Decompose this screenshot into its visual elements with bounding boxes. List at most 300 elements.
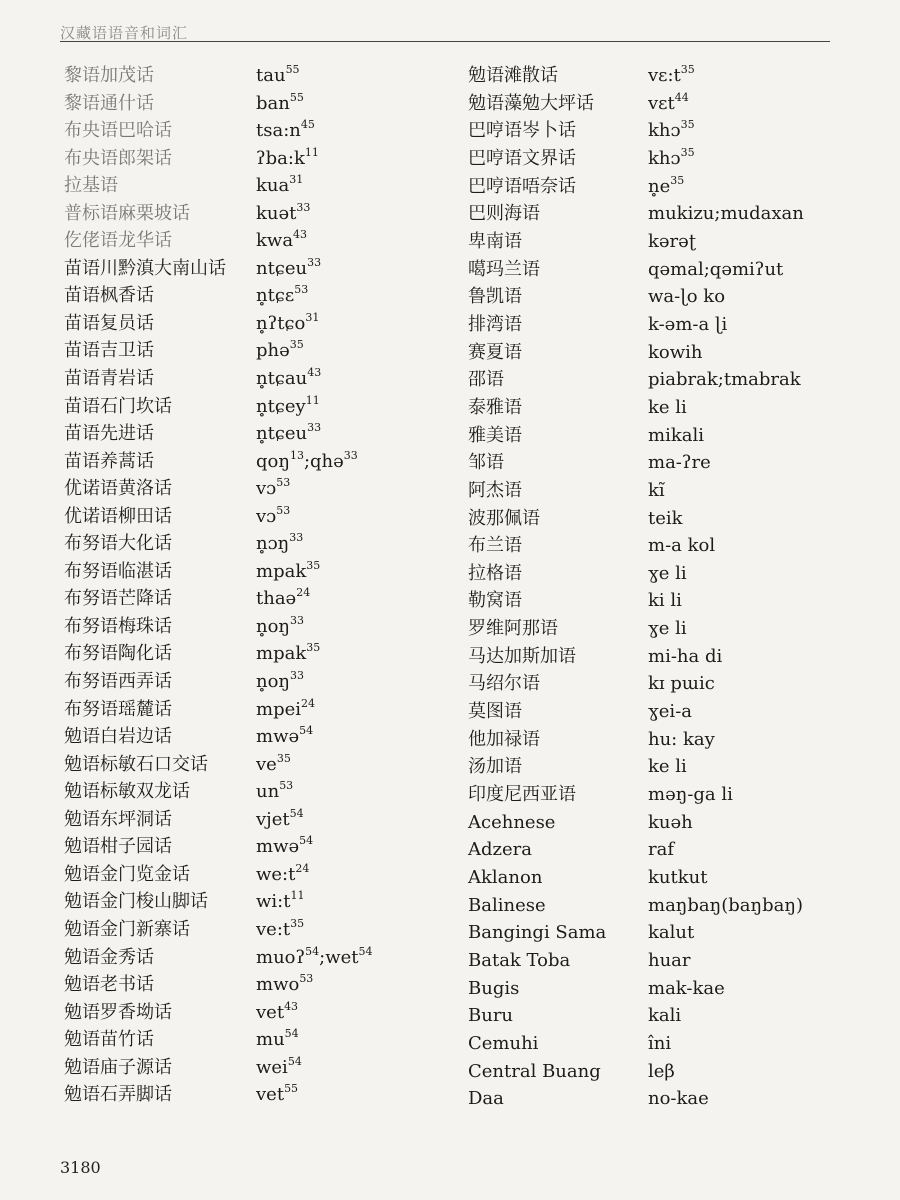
tone-superscript: 24 <box>301 696 315 710</box>
entry-row <box>468 145 838 173</box>
word-form <box>256 778 293 806</box>
tone-superscript: 35 <box>680 145 695 159</box>
form-text: leβ <box>648 1060 675 1082</box>
word-form <box>256 200 310 228</box>
entry-row <box>64 1081 434 1109</box>
language-name: 布努语瑶麓话 <box>64 698 172 720</box>
form-text: vɛ:t <box>648 65 681 86</box>
language-name: 勉语金门新寨话 <box>64 918 190 940</box>
language-name: Bugis <box>468 977 520 999</box>
language-name: 仡佬语龙华话 <box>64 230 172 252</box>
word-form <box>648 892 803 920</box>
form-text: kĩ <box>648 479 665 501</box>
entry-row <box>468 615 838 643</box>
form-text-2: ;wet <box>319 946 359 968</box>
form-text: ʔba:k <box>256 147 305 169</box>
form-text: kɪ pɯic <box>648 673 715 695</box>
word-form <box>648 311 727 339</box>
form-text: ɣe li <box>648 618 687 640</box>
entry-row <box>468 560 838 588</box>
entry-row <box>468 90 838 118</box>
entry-row <box>468 505 838 533</box>
language-name: 苗语吉卫话 <box>64 340 154 362</box>
form-text: teik <box>648 507 683 529</box>
entry-row <box>64 227 434 255</box>
language-name: 普标语麻栗坡话 <box>64 202 190 224</box>
word-form <box>256 310 319 338</box>
word-form <box>648 532 715 560</box>
language-name: 拉格语 <box>468 562 522 584</box>
language-name: 苗语石门坎话 <box>64 395 172 417</box>
word-form <box>648 947 691 975</box>
form-text: n̥oŋ <box>256 615 291 637</box>
language-name: 马达加斯加语 <box>468 645 576 667</box>
language-name: 优诺语黄洛话 <box>64 478 172 500</box>
language-name: Buru <box>468 1005 514 1027</box>
form-text: ban <box>256 92 290 114</box>
tone-superscript: 35 <box>306 558 321 572</box>
entry-row <box>468 836 838 864</box>
entry-row <box>64 145 434 173</box>
language-name: 排湾语 <box>468 313 522 335</box>
language-name: 他加禄语 <box>468 728 540 750</box>
word-form <box>256 723 313 751</box>
word-form <box>256 90 304 118</box>
word-form <box>256 117 315 145</box>
form-text: mpei <box>256 698 301 720</box>
form-text: hu: kay <box>648 728 715 750</box>
word-form <box>256 696 315 724</box>
language-name: 布努语临湛话 <box>64 560 172 582</box>
word-form <box>256 613 304 641</box>
word-form <box>648 90 689 118</box>
entry-row <box>468 339 838 367</box>
form-text: phə <box>256 340 290 362</box>
language-name: Aklanon <box>468 867 543 889</box>
form-text: ve:t <box>256 918 291 940</box>
form-text-2: ;qhə <box>303 450 344 472</box>
word-form <box>256 668 304 696</box>
form-text: khɔ <box>648 120 681 142</box>
language-name: 罗维阿那语 <box>468 618 558 640</box>
form-text: mi-ha di <box>648 645 723 667</box>
form-text: ntɕeu <box>256 257 308 279</box>
word-form <box>256 558 320 586</box>
entry-row <box>64 999 434 1027</box>
form-text: no-kae <box>648 1088 709 1110</box>
word-form <box>648 283 725 311</box>
word-form <box>648 919 694 947</box>
word-form <box>256 365 321 393</box>
language-name: 苗语枫香话 <box>64 285 154 307</box>
entry-row <box>64 888 434 916</box>
tone-superscript: 54 <box>289 806 304 820</box>
form-text: vɔ <box>256 478 277 500</box>
language-name: 勉语滩散话 <box>468 65 558 86</box>
language-name: 勉语标敏石口交话 <box>64 753 208 775</box>
form-text: kowih <box>648 341 703 363</box>
word-form <box>648 505 683 533</box>
form-text: vet <box>256 1001 285 1023</box>
language-name: Cemuhi <box>468 1032 539 1054</box>
entry-row <box>64 365 434 393</box>
entry-row <box>468 670 838 698</box>
form-text: qoŋ <box>256 450 290 472</box>
language-name: 雅美语 <box>468 424 522 446</box>
language-name: 布努语梅珠话 <box>64 615 172 637</box>
language-name: 布努语西弄话 <box>64 671 172 693</box>
entry-row <box>468 809 838 837</box>
entry-row <box>468 366 838 394</box>
word-form <box>648 726 715 754</box>
word-form <box>648 145 695 173</box>
word-form <box>648 864 707 892</box>
language-name: Bangingi Sama <box>468 922 607 944</box>
entry-row <box>64 310 434 338</box>
language-name: 巴哼语岑卜话 <box>468 120 576 142</box>
entry-row <box>64 916 434 944</box>
language-name: 勉语金秀话 <box>64 946 154 968</box>
language-name: Balinese <box>468 894 546 916</box>
form-text: tau <box>256 65 286 86</box>
entry-row <box>64 200 434 228</box>
word-form <box>256 833 313 861</box>
word-form <box>648 615 687 643</box>
form-text: vɔ <box>256 505 277 527</box>
tone-superscript: 53 <box>276 503 291 517</box>
form-text: mukizu;mudaxan <box>648 203 804 225</box>
word-form <box>256 585 310 613</box>
language-name: 勒窝语 <box>468 590 522 612</box>
entry-row <box>64 613 434 641</box>
entry-row <box>468 1058 838 1086</box>
entry-row <box>468 864 838 892</box>
form-text: qəmal;qəmiʔut <box>648 258 784 280</box>
form-text: ɣei-a <box>648 701 693 723</box>
tone-superscript: 35 <box>680 118 695 132</box>
form-text: n̥oŋ <box>256 671 291 693</box>
tone-superscript: 33 <box>290 669 305 683</box>
entry-row <box>468 975 838 1003</box>
entry-row <box>468 698 838 726</box>
form-text: n̥ɔŋ <box>256 533 290 555</box>
entry-row <box>64 558 434 586</box>
word-form <box>648 228 696 256</box>
entry-row <box>468 117 838 145</box>
form-text: kali <box>648 1005 682 1027</box>
form-text: khɔ <box>648 147 681 169</box>
word-form <box>648 1030 671 1058</box>
entry-row <box>64 778 434 806</box>
form-text: wei <box>256 1056 288 1078</box>
form-text: n̥tɕey <box>256 395 306 417</box>
entry-row <box>64 1026 434 1054</box>
language-name: Adzera <box>468 839 532 861</box>
tone-superscript: 24 <box>295 861 310 875</box>
tone-superscript: 43 <box>307 366 322 380</box>
language-name: 布努语芒降话 <box>64 588 172 610</box>
tone-superscript: 53 <box>299 972 314 986</box>
language-name: 布兰语 <box>468 535 522 557</box>
entry-row <box>64 944 434 972</box>
form-text: wa-ɭo ko <box>648 286 726 308</box>
word-form <box>648 643 722 671</box>
word-form <box>256 448 358 476</box>
tone-superscript: 35 <box>276 751 291 765</box>
form-text: mwo <box>256 974 300 996</box>
form-text: kwa <box>256 230 294 252</box>
entry-row <box>468 532 838 560</box>
tone-superscript: 55 <box>284 1082 299 1096</box>
word-form <box>256 806 304 834</box>
form-text: mwə <box>256 726 300 748</box>
tone-superscript: 43 <box>293 228 308 242</box>
entry-row <box>64 255 434 283</box>
tone-superscript: 54 <box>305 944 320 958</box>
form-text: ve <box>256 753 277 775</box>
entry-row <box>468 753 838 781</box>
word-form <box>648 477 665 505</box>
form-text: kalut <box>648 922 695 944</box>
tone-superscript: 54 <box>287 1054 302 1068</box>
tone-superscript: 33 <box>307 255 322 269</box>
language-name: Acehnese <box>468 811 556 833</box>
entry-row <box>64 420 434 448</box>
form-text: huar <box>648 950 691 971</box>
entry-row <box>64 971 434 999</box>
word-form <box>648 670 715 698</box>
language-name: 勉语石弄脚话 <box>64 1084 172 1106</box>
form-text: tsa:n <box>256 120 301 142</box>
language-name: 泰雅语 <box>468 396 522 418</box>
tone-superscript: 31 <box>289 173 304 187</box>
word-form <box>648 1058 675 1086</box>
word-form <box>256 145 319 173</box>
language-name: 巴则海语 <box>468 203 540 225</box>
entry-row <box>64 448 434 476</box>
word-form <box>256 1026 299 1054</box>
tone-superscript: 35 <box>680 63 695 76</box>
form-text: ki li <box>648 590 682 612</box>
entry-row <box>64 806 434 834</box>
word-form <box>256 999 298 1027</box>
form-text: vjet <box>256 808 290 830</box>
language-name: 勉语金门览金话 <box>64 863 190 885</box>
entry-row <box>64 475 434 503</box>
language-name: 苗语复员话 <box>64 312 154 334</box>
language-name: 勉语柑子园话 <box>64 836 172 858</box>
word-form <box>256 751 291 779</box>
word-form <box>648 62 695 90</box>
entry-row <box>468 256 838 284</box>
tone-superscript: 24 <box>296 586 311 600</box>
language-name: 勉语白岩边话 <box>64 726 172 748</box>
word-form <box>256 393 320 421</box>
form-text: kuət <box>256 202 297 224</box>
language-name: 布央语郎架话 <box>64 147 172 169</box>
language-name: 勉语标敏双龙话 <box>64 781 190 803</box>
form-text: n̥e <box>648 175 671 197</box>
entry-row <box>64 1054 434 1082</box>
word-form <box>648 975 725 1003</box>
language-name: 赛夏语 <box>468 341 522 363</box>
tone-superscript: 11 <box>304 145 319 159</box>
word-form <box>256 640 320 668</box>
language-name: Central Buang <box>468 1060 601 1082</box>
entry-row <box>468 781 838 809</box>
entry-row <box>468 587 838 615</box>
language-name: 优诺语柳田话 <box>64 505 172 527</box>
tone-superscript: 44 <box>674 90 689 104</box>
language-name: 鲁凯语 <box>468 286 522 308</box>
right-column <box>468 62 838 1113</box>
tone-superscript: 35 <box>290 916 305 930</box>
entry-row <box>64 282 434 310</box>
entry-row <box>64 530 434 558</box>
word-form <box>648 200 804 228</box>
tone-superscript-2: 33 <box>343 448 358 462</box>
entry-row <box>468 1002 838 1030</box>
entry-row <box>468 311 838 339</box>
language-name: 勉语罗香坳话 <box>64 1001 172 1023</box>
language-name: 勉语东坪洞话 <box>64 808 172 830</box>
form-text: kutkut <box>648 867 708 889</box>
word-form <box>648 753 687 781</box>
form-text: mak-kae <box>648 977 725 999</box>
tone-superscript: 35 <box>670 173 685 187</box>
entry-row <box>468 643 838 671</box>
language-name: 苗语先进话 <box>64 423 154 445</box>
form-text: ɣe li <box>648 562 687 584</box>
language-name: 布努语大化话 <box>64 533 172 555</box>
entry-row <box>64 90 434 118</box>
form-text: wi:t <box>256 891 291 913</box>
language-name: 黎语加茂话 <box>64 65 154 86</box>
entry-row <box>64 337 434 365</box>
form-text: ma-ʔre <box>648 452 711 474</box>
word-form <box>256 337 304 365</box>
tone-superscript: 53 <box>279 779 294 793</box>
language-name: 布努语陶化话 <box>64 643 172 665</box>
form-text: un <box>256 781 280 803</box>
form-text: n̥tɕɛ <box>256 285 295 307</box>
tone-superscript: 35 <box>306 641 321 655</box>
word-form <box>256 282 308 310</box>
word-form <box>256 475 290 503</box>
entry-row <box>64 117 434 145</box>
form-text: n̥ʔtɕo <box>256 312 306 334</box>
word-form <box>256 227 307 255</box>
tone-superscript: 11 <box>305 393 320 407</box>
form-text: kua <box>256 175 290 197</box>
word-form <box>256 420 321 448</box>
form-text: k-əm-a ɭi <box>648 313 728 335</box>
tone-superscript: 31 <box>305 310 320 324</box>
entry-row <box>64 833 434 861</box>
word-form <box>648 117 695 145</box>
form-text: vɛt <box>648 92 675 114</box>
tone-superscript: 53 <box>294 283 309 297</box>
entry-row <box>468 200 838 228</box>
word-form <box>256 172 303 200</box>
entry-row <box>468 947 838 975</box>
word-form <box>648 809 693 837</box>
word-form <box>648 366 801 394</box>
language-name: 勉语老书话 <box>64 974 154 996</box>
word-form <box>256 944 373 972</box>
word-form <box>256 916 304 944</box>
form-text: maŋbaŋ(baŋbaŋ) <box>648 894 803 916</box>
form-text: îni <box>648 1032 672 1054</box>
word-form <box>648 449 711 477</box>
entry-row <box>64 640 434 668</box>
form-text: məŋ-ga li <box>648 784 733 806</box>
form-text: ke li <box>648 756 687 778</box>
word-form <box>648 394 687 422</box>
entry-row <box>64 503 434 531</box>
language-name: 布央语巴哈话 <box>64 120 172 142</box>
language-name: 噶玛兰语 <box>468 258 540 280</box>
form-text: mpak <box>256 643 307 665</box>
language-name: 勉语苗竹话 <box>64 1029 154 1051</box>
entry-row <box>468 1085 838 1113</box>
entry-row <box>64 723 434 751</box>
form-text: n̥tɕau <box>256 368 308 390</box>
entry-row <box>468 919 838 947</box>
word-form <box>648 587 682 615</box>
word-form <box>256 530 303 558</box>
entry-row <box>468 449 838 477</box>
form-text: kuəh <box>648 811 693 833</box>
form-text: mwə <box>256 836 300 858</box>
word-form <box>256 255 321 283</box>
language-name: 苗语养蒿话 <box>64 450 154 472</box>
language-name: 苗语川黔滇大南山话 <box>64 257 226 279</box>
language-name: 勉语金门梭山脚话 <box>64 891 208 913</box>
word-form <box>256 1081 298 1109</box>
word-form <box>256 62 300 90</box>
language-name: 邹语 <box>468 452 504 474</box>
word-form <box>648 698 692 726</box>
tone-superscript: 45 <box>300 118 315 132</box>
entry-row <box>468 726 838 754</box>
entry-row <box>64 172 434 200</box>
header-rule <box>60 41 830 42</box>
language-name: 黎语通什话 <box>64 92 154 114</box>
language-name: 马绍尔语 <box>468 673 540 695</box>
left-column <box>64 62 434 1109</box>
word-form <box>648 339 703 367</box>
tone-superscript: 53 <box>276 476 291 490</box>
word-form <box>256 1054 302 1082</box>
entry-row <box>64 62 434 90</box>
tone-superscript: 33 <box>296 200 311 214</box>
form-text: mpak <box>256 560 307 582</box>
page-number: 3180 <box>60 1158 101 1177</box>
form-text: n̥tɕeu <box>256 423 308 445</box>
language-name: 巴哼语唔奈话 <box>468 175 576 197</box>
form-text: mu <box>256 1029 285 1051</box>
tone-superscript: 54 <box>299 834 314 848</box>
language-name: 阿杰语 <box>468 479 522 501</box>
word-form <box>256 503 290 531</box>
language-name: 拉基语 <box>64 175 118 197</box>
form-text: m-a kol <box>648 535 716 557</box>
tone-superscript: 55 <box>285 63 300 76</box>
form-text: kərəʈ <box>648 230 697 252</box>
word-form <box>648 256 783 284</box>
entry-row <box>64 393 434 421</box>
